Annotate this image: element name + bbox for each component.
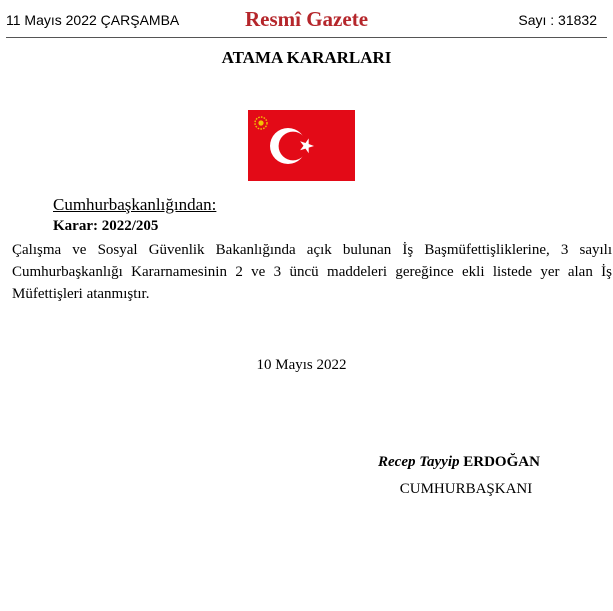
decision-body: Çalışma ve Sosyal Güvenlik Bakanlığında açık bulunan İş Başmüfettişliklerine, 3 sayılı Cumhurbaşkanlığı Kararnamesinin 2 ve 3 üncü maddeleri gereğince ekli listede yer alan İş Müfettişleri atanmıştır. — [12, 242, 612, 302]
decision-number: Karar: 2022/205 — [53, 218, 159, 234]
signer-first-names: Recep Tayyip — [378, 454, 464, 470]
gazette-date: 11 Mayıs 2022 ÇARŞAMBA — [6, 12, 180, 28]
signer-surname: ERDOĞAN — [463, 454, 540, 470]
issuing-authority: Cumhurbaşkanlığından: — [53, 195, 217, 214]
gazette-title: Resmî Gazete — [244, 7, 369, 31]
signer-name — [378, 454, 540, 471]
gazette-issue-number: Sayı : 31832 — [518, 12, 597, 28]
decision-date: 10 Mayıs 2022 — [256, 357, 347, 373]
section-title: ATAMA KARARLARI — [221, 48, 392, 67]
turkish-flag-icon — [248, 110, 355, 181]
header-divider — [6, 37, 607, 38]
signer-title: CUMHURBAŞKANI — [399, 481, 533, 497]
